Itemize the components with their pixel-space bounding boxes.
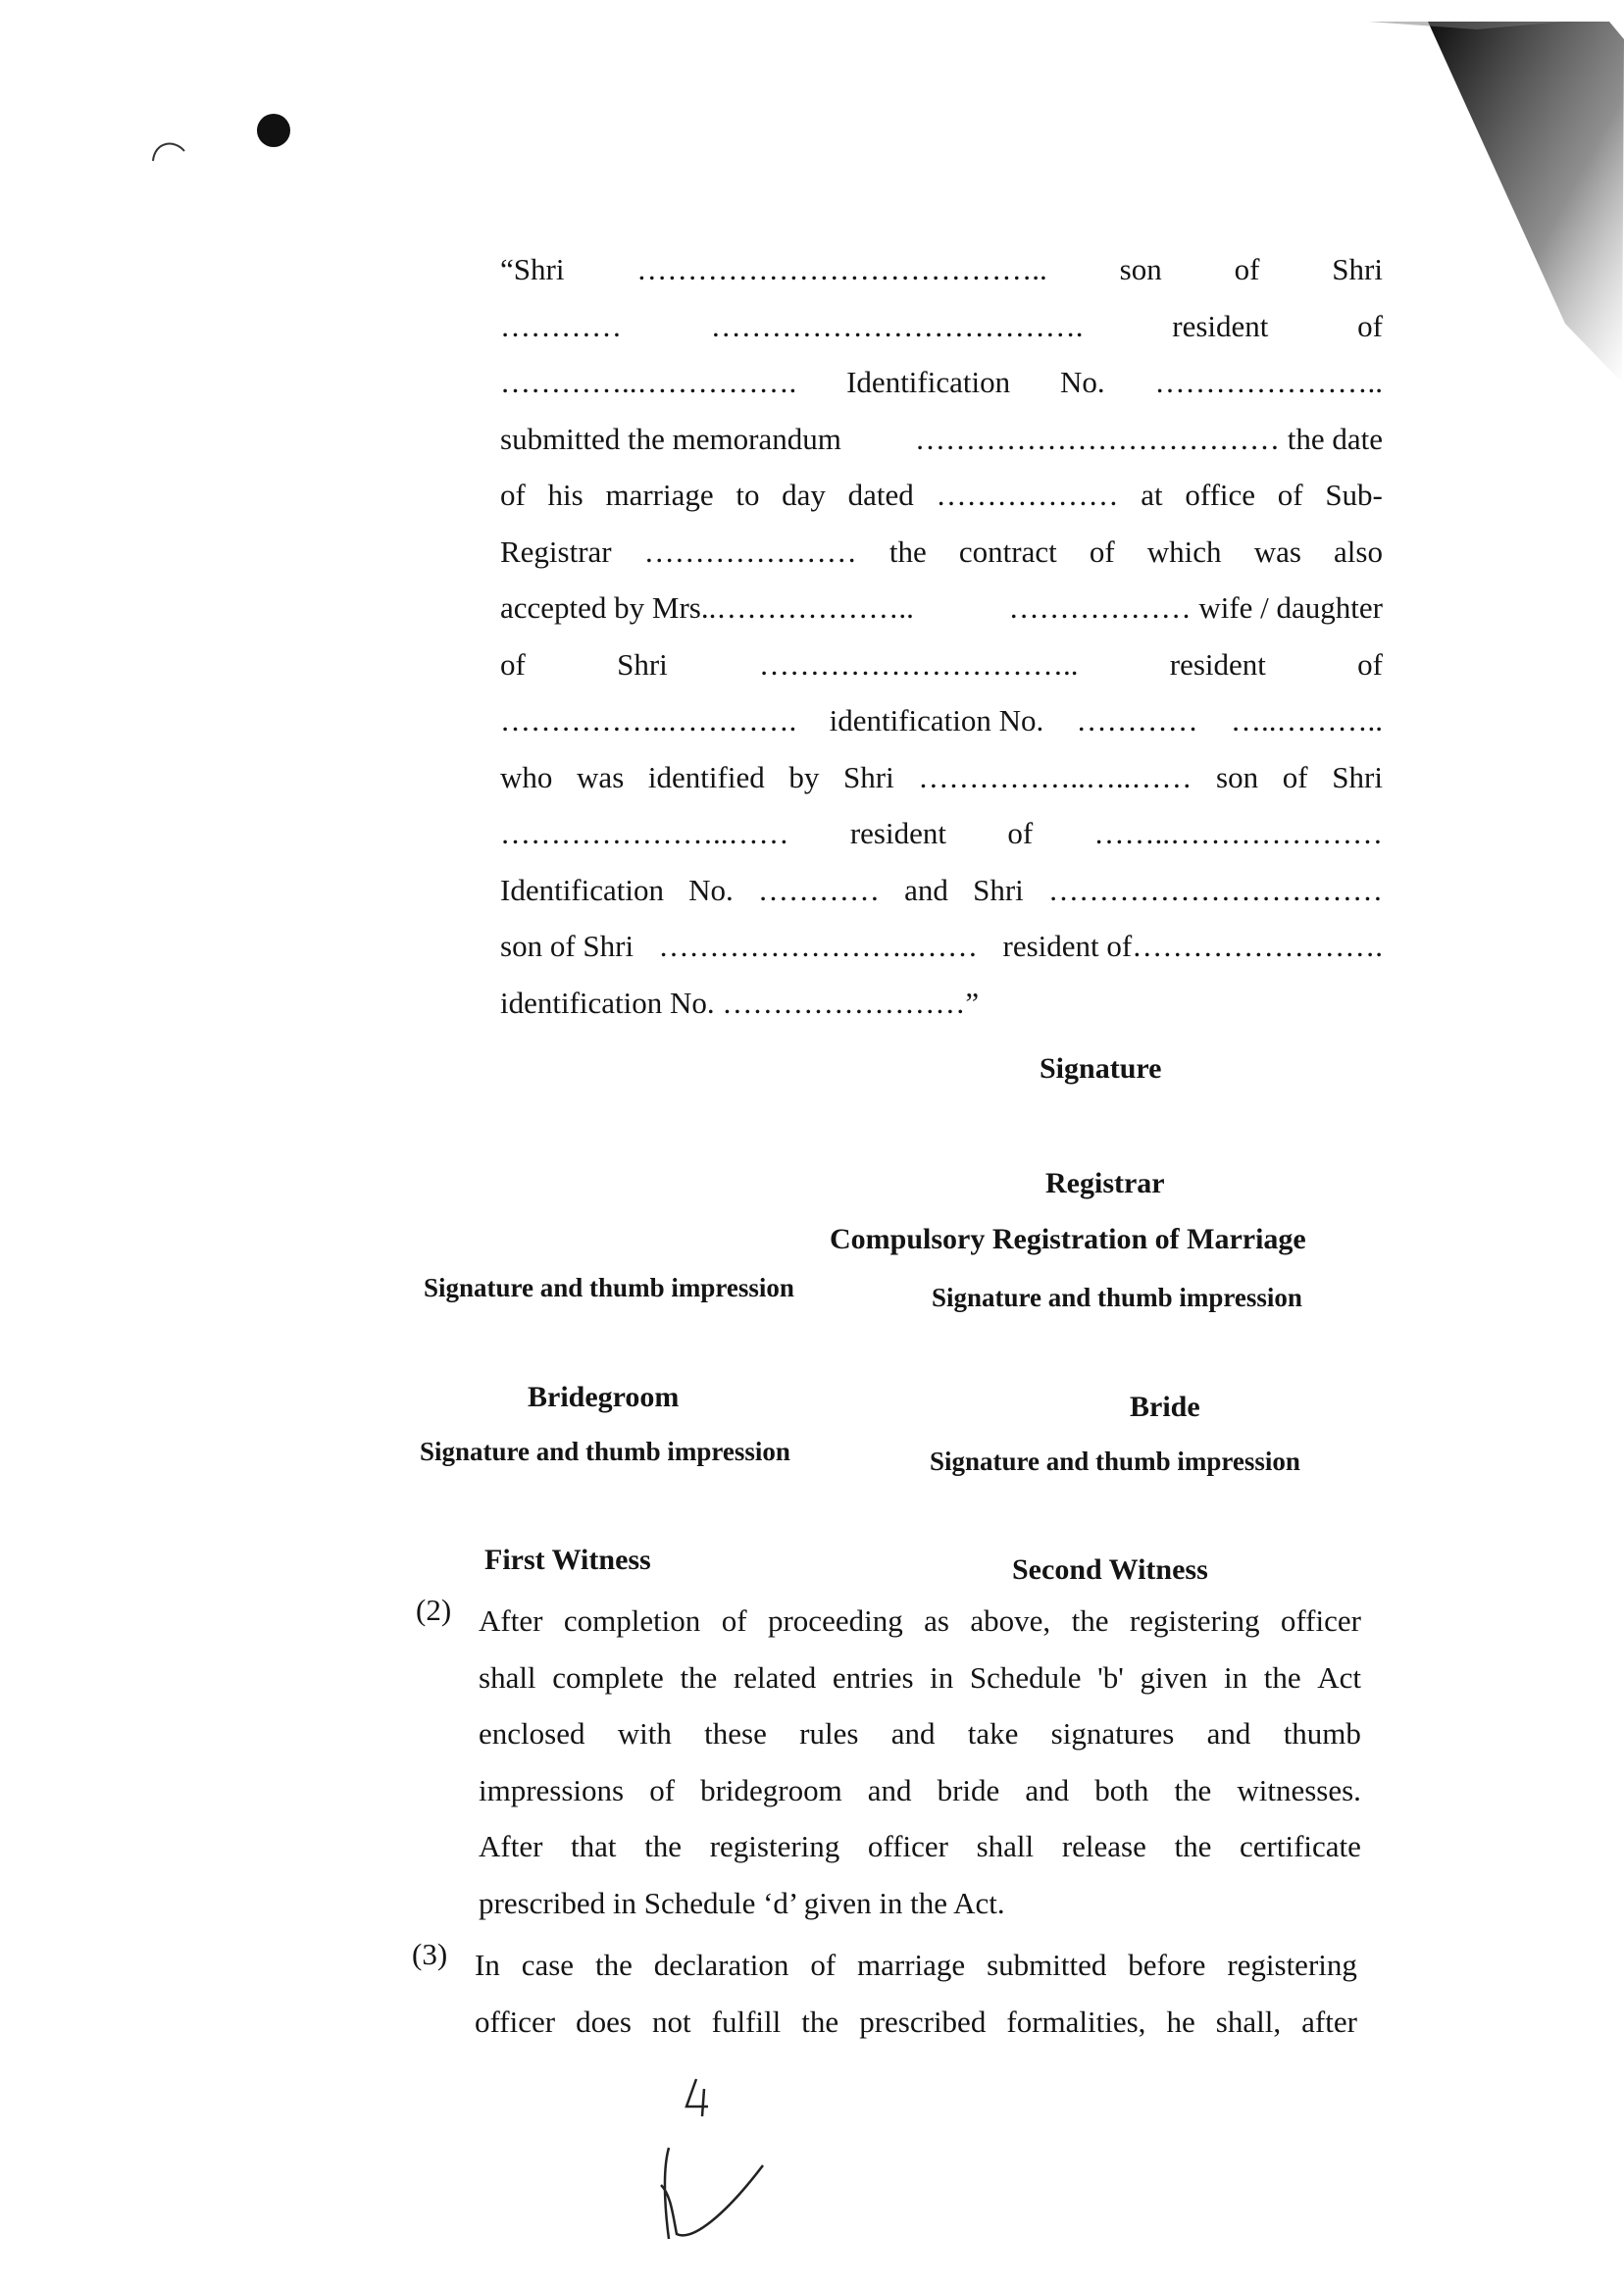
text-word: proceeding [767,1603,903,1638]
text-word: marriage [857,1948,966,1982]
clause-3-text [475,1937,1357,2050]
clause-number-3: (3) [412,1937,448,1971]
text-line [500,805,1383,862]
text-word: prescribed in Schedule ‘d’ given in the Act. [479,1885,1005,1920]
text-word: 'b' [1097,1659,1124,1695]
second-witness-label: Second Witness [1012,1553,1208,1586]
text-word: of [1357,646,1383,682]
text-line [500,975,1383,1032]
text-word: Schedule [969,1659,1082,1695]
text-word: of [1089,533,1115,569]
text-line [479,1762,1361,1819]
text-word: resident [1169,646,1266,682]
text-line [500,636,1383,693]
text-word: ……..………………… [1093,816,1383,850]
text-word: of [1007,816,1034,850]
text-line [500,411,1383,468]
text-word: …………………..…… [500,816,789,850]
text-word: signatures [1050,1716,1175,1751]
text-word: resident [1172,308,1269,343]
text-word: Shri [617,646,668,682]
text-word: …………………………… [1047,872,1383,907]
text-word: by [788,759,820,794]
text-word: ………………………………. [710,308,1084,343]
text-word: shall, [1215,2004,1282,2039]
text-word: and [890,1716,936,1751]
text-line [500,862,1383,919]
text-word: dated [847,478,914,512]
text-line [500,918,1383,975]
text-word: of [500,478,526,512]
bridegroom-label: Bridegroom [528,1381,680,1413]
text-word: bridegroom [700,1772,842,1807]
text-word: both [1094,1772,1149,1807]
text-word: of [721,1603,747,1638]
text-line [475,1994,1357,2051]
text-word: of [1282,759,1308,794]
text-word: and [904,872,948,907]
text-word: officer [475,2004,556,2039]
text-word: does [576,2004,632,2039]
text-word: and [1206,1716,1251,1751]
text-word: release [1061,1829,1146,1863]
text-line [500,749,1383,806]
text-word: registering [709,1829,840,1863]
text-line [479,1875,1361,1932]
text-word: complete [552,1659,664,1695]
text-word: also [1334,533,1383,569]
text-word: witnesses. [1237,1772,1361,1807]
text-word: resident [849,816,946,850]
text-line [479,1650,1361,1706]
text-word: accepted by Mrs..……………….. [500,590,914,625]
text-word: he [1166,2004,1195,2039]
text-word: which [1146,533,1222,569]
text-line [500,524,1383,581]
text-word: as [924,1603,949,1638]
text-word: impressions [479,1772,625,1807]
text-word: Sub- [1325,478,1383,512]
clause-2-text [479,1593,1361,1931]
text-word: registering [1129,1603,1260,1638]
text-word: thumb [1283,1716,1361,1751]
text-word: ……………… wife / daughter [1008,590,1383,625]
sig-thumb-label-right-1: Signature and thumb impression [932,1283,1302,1312]
text-word: the [594,1948,633,1982]
text-word: ……………………..…… [658,929,979,963]
text-word: entries [832,1659,914,1695]
text-word: was [577,759,625,794]
text-word: After [479,1829,543,1863]
text-word: case [521,1948,575,1982]
text-word: before [1128,1948,1206,1982]
text-word: day [782,478,826,512]
text-word: …..……….. [1231,703,1383,737]
text-word: ……………………………… the date [914,421,1383,456]
text-word: his [547,478,584,512]
text-word: ………… [500,308,622,343]
text-word: bride [937,1772,1000,1807]
text-word: not [651,2004,691,2039]
text-word: ………… [757,872,880,907]
text-word: shall [976,1829,1035,1863]
text-word: In [475,1948,500,1982]
punch-hole-mark [257,114,290,147]
text-word: officer [1280,1603,1361,1638]
text-word: identified [647,759,765,794]
text-word: No. [1059,365,1105,399]
text-word: who [500,759,553,794]
text-word: enclosed [479,1716,585,1751]
text-word: take [967,1716,1019,1751]
text-word: the [888,533,927,569]
text-line [479,1705,1361,1762]
signature-label: Signature [1040,1052,1162,1085]
text-word: contract [958,533,1057,569]
text-word: ………………….. [1154,365,1383,399]
text-word: submitted the memorandum [500,421,841,456]
text-word: the [1263,1659,1301,1695]
handwritten-initials [647,2077,775,2283]
text-word: completion [563,1603,701,1638]
text-word: Act [1317,1659,1361,1695]
text-word: with [617,1716,672,1751]
text-word: son [1119,252,1162,286]
first-witness-label: First Witness [484,1544,651,1576]
text-word: of [1277,478,1303,512]
text-word: above, [970,1603,1051,1638]
text-line [479,1593,1361,1650]
memorandum-form-text [500,241,1383,1031]
scan-corner-shadow [1369,0,1624,392]
text-word: was [1253,533,1301,569]
text-word: the [680,1659,718,1695]
text-line [500,298,1383,355]
text-line [500,580,1383,636]
text-word: Identification [846,365,1011,399]
text-word: of [1234,252,1260,286]
text-word: related [733,1659,817,1695]
text-word: certificate [1240,1829,1361,1863]
text-word: …………..……………. [500,365,797,399]
text-word: office [1185,478,1256,512]
text-word: the [1071,1603,1109,1638]
text-line [479,1818,1361,1875]
bride-label: Bride [1130,1391,1200,1423]
text-word: registering [1227,1948,1357,1982]
text-word: rules [799,1716,859,1751]
text-word: ………………………….. [759,646,1079,682]
text-word: Shri [843,759,894,794]
sig-thumb-label-left-2: Signature and thumb impression [420,1437,790,1466]
text-word: “Shri [500,252,565,286]
text-word: of [649,1772,676,1807]
text-word: after [1301,2004,1357,2039]
text-word: prescribed [859,2004,987,2039]
text-word: of [810,1948,837,1982]
text-line [500,241,1383,298]
text-word: son [1216,759,1259,794]
clause-number-2: (2) [416,1593,452,1627]
sig-thumb-label-left-1: Signature and thumb impression [424,1273,794,1302]
text-word: resident of……………………. [1002,929,1383,963]
text-word: the [1174,1829,1212,1863]
registrar-label: Registrar [1045,1167,1165,1199]
text-word: officer [867,1829,948,1863]
text-word: and [1025,1772,1070,1807]
text-word: Shri [973,872,1024,907]
text-word: ………………………………….. [636,252,1047,286]
text-word: at [1141,478,1163,512]
text-word: given [1140,1659,1208,1695]
text-line [500,692,1383,749]
text-word: in [1223,1659,1248,1695]
text-line [500,467,1383,524]
text-word: ……………… [936,478,1119,512]
text-word: shall [479,1659,536,1695]
text-word: No. [688,872,734,907]
text-word: to [736,478,760,512]
text-word: fulfill [711,2004,782,2039]
text-word: Shri [1332,252,1383,286]
registrar-office-label: Compulsory Registration of Marriage [830,1223,1306,1255]
text-word: ……………..…..…… [918,759,1193,794]
text-word: of [500,646,526,682]
text-word: and [867,1772,912,1807]
text-word: marriage [605,478,714,512]
scan-mark [149,135,188,165]
text-word: that [571,1829,617,1863]
text-word: formalities, [1006,2004,1146,2039]
text-word: ………………… [643,533,857,569]
text-word: in [930,1659,954,1695]
text-word: these [704,1716,767,1751]
text-word: the [644,1829,683,1863]
text-word: Identification [500,872,664,907]
text-word: the [801,2004,839,2039]
text-word: Registrar [500,533,612,569]
text-word: son of Shri [500,929,634,963]
text-word: ……………..…………. [500,703,797,737]
text-word: identification No. ……………………” [500,985,980,1020]
text-word: declaration [653,1948,789,1982]
text-word: After [479,1603,543,1638]
text-word: submitted [987,1948,1107,1982]
text-word: the [1174,1772,1212,1807]
text-word: of [1357,308,1383,343]
text-word: Shri [1332,759,1383,794]
text-word: ………… [1076,703,1198,737]
text-line [500,354,1383,411]
text-word: identification No. [829,703,1044,737]
sig-thumb-label-right-2: Signature and thumb impression [930,1447,1300,1476]
text-line [475,1937,1357,1994]
